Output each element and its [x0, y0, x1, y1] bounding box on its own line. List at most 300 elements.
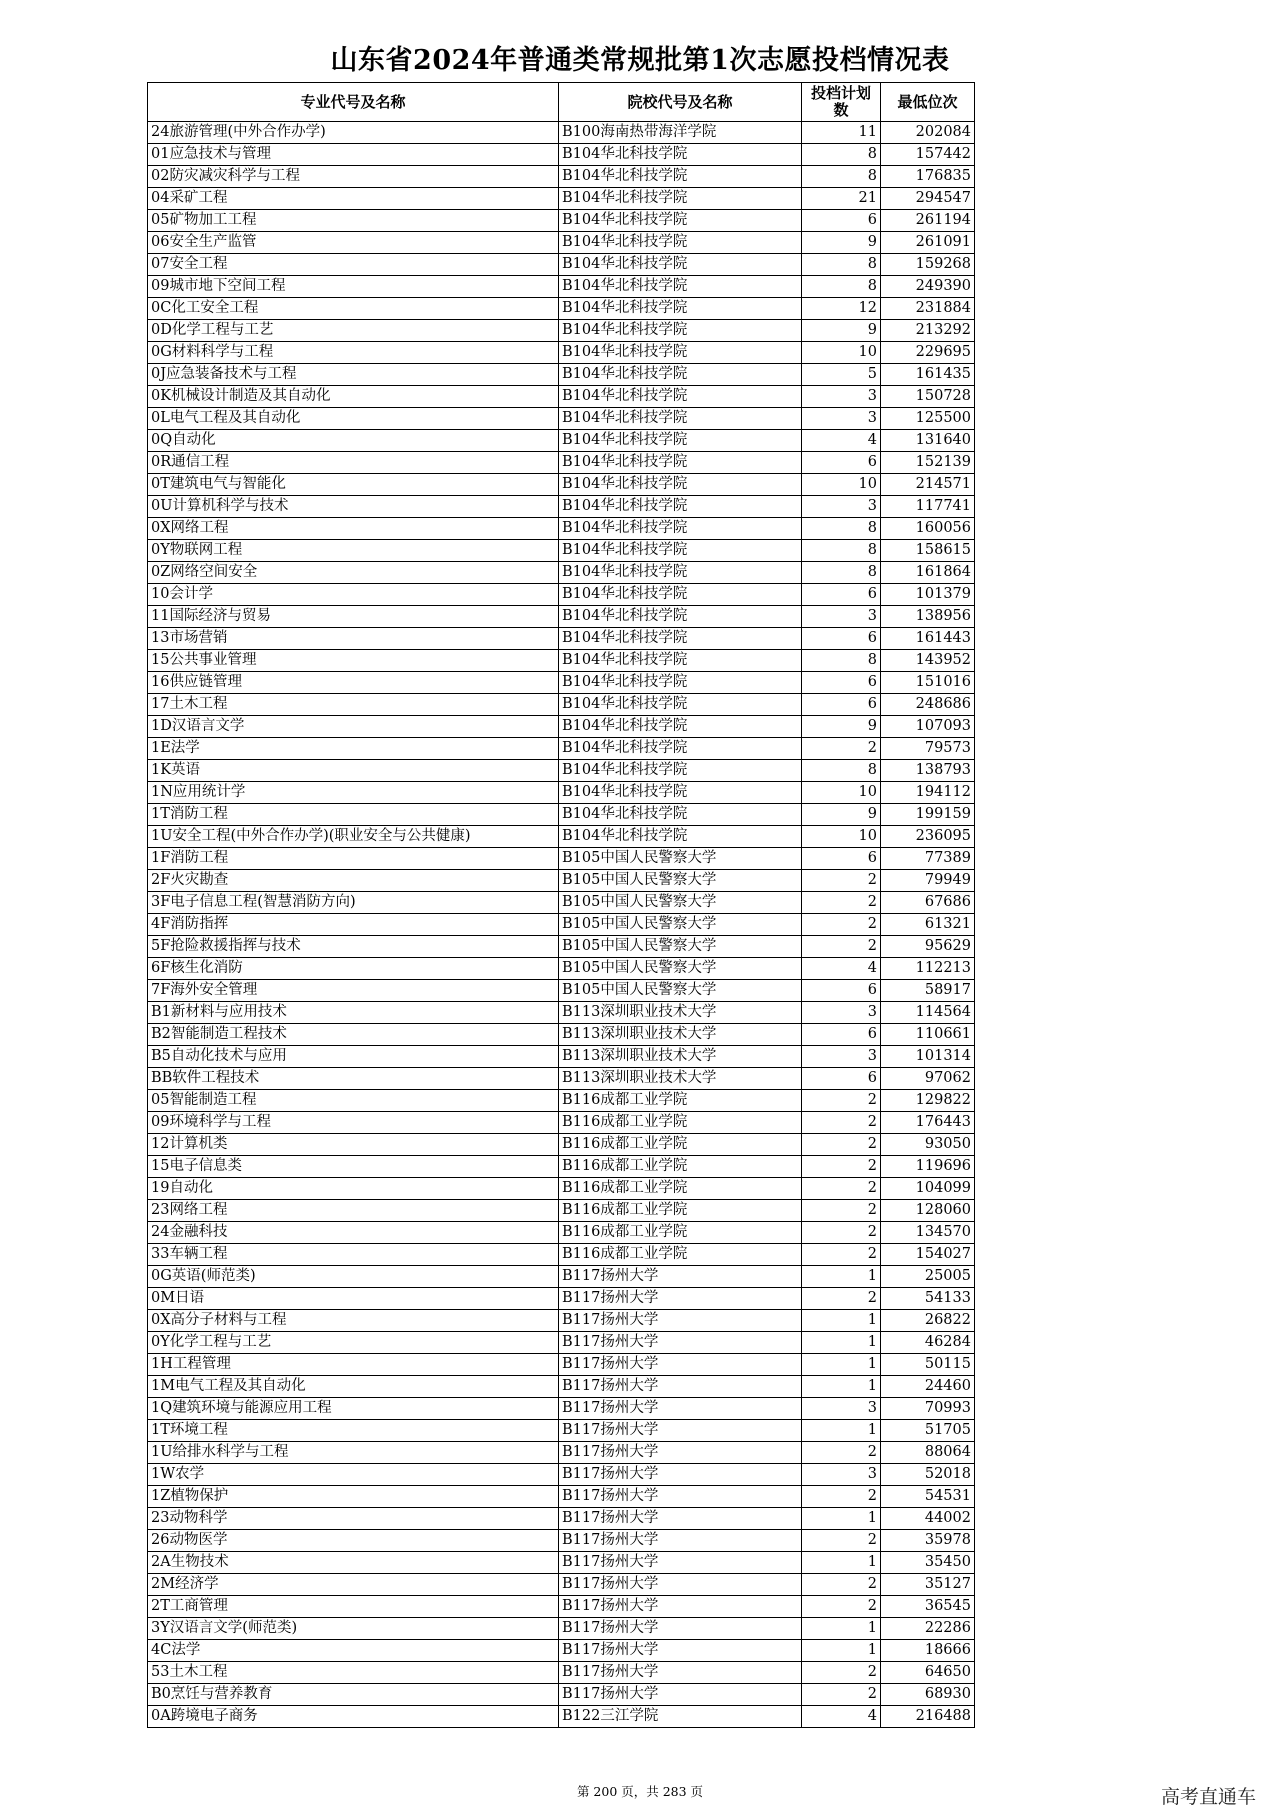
cell-plan-count: 9: [802, 232, 881, 254]
cell-plan-count: 10: [802, 342, 881, 364]
cell-plan-count: 1: [802, 1354, 881, 1376]
table-row: [148, 870, 975, 892]
cell-major: 2T工商管理: [148, 1596, 559, 1618]
table-row: [148, 540, 975, 562]
cell-major: 0X高分子材料与工程: [148, 1310, 559, 1332]
cell-school: B104华北科技学院: [559, 716, 802, 738]
table-row: [148, 1090, 975, 1112]
cell-plan-count: 2: [802, 892, 881, 914]
cell-min-rank: 70993: [881, 1398, 975, 1420]
cell-plan-count: 2: [802, 1574, 881, 1596]
cell-school: B104华北科技学院: [559, 826, 802, 848]
cell-plan-count: 12: [802, 298, 881, 320]
table-row: [148, 1332, 975, 1354]
table-row: [148, 474, 975, 496]
cell-major: 13市场营销: [148, 628, 559, 650]
table-row: [148, 1530, 975, 1552]
cell-plan-count: 10: [802, 782, 881, 804]
cell-major: 0D化学工程与工艺: [148, 320, 559, 342]
cell-major: 0Q自动化: [148, 430, 559, 452]
cell-school: B104华北科技学院: [559, 782, 802, 804]
cell-school: B117扬州大学: [559, 1464, 802, 1486]
cell-major: 0Y化学工程与工艺: [148, 1332, 559, 1354]
table-row: [148, 1662, 975, 1684]
cell-min-rank: 128060: [881, 1200, 975, 1222]
cell-min-rank: 161435: [881, 364, 975, 386]
cell-school: B104华北科技学院: [559, 166, 802, 188]
cell-major: 1N应用统计学: [148, 782, 559, 804]
table-row: [148, 892, 975, 914]
cell-major: 0T建筑电气与智能化: [148, 474, 559, 496]
cell-school: B104华北科技学院: [559, 562, 802, 584]
cell-major: 23网络工程: [148, 1200, 559, 1222]
cell-plan-count: 2: [802, 1530, 881, 1552]
cell-plan-count: 3: [802, 606, 881, 628]
cell-plan-count: 2: [802, 914, 881, 936]
cell-plan-count: 1: [802, 1332, 881, 1354]
table-row: [148, 936, 975, 958]
cell-school: B105中国人民警察大学: [559, 848, 802, 870]
table-row: [148, 210, 975, 232]
cell-min-rank: 18666: [881, 1640, 975, 1662]
cell-min-rank: 151016: [881, 672, 975, 694]
cell-major: 01应急技术与管理: [148, 144, 559, 166]
cell-school: B104华北科技学院: [559, 584, 802, 606]
cell-min-rank: 119696: [881, 1156, 975, 1178]
cell-major: 4C法学: [148, 1640, 559, 1662]
cell-school: B104华北科技学院: [559, 144, 802, 166]
cell-school: B104华北科技学院: [559, 342, 802, 364]
cell-major: B0烹饪与营养教育: [148, 1684, 559, 1706]
cell-school: B104华北科技学院: [559, 738, 802, 760]
cell-school: B116成都工业学院: [559, 1244, 802, 1266]
cell-school: B113深圳职业技术大学: [559, 1024, 802, 1046]
cell-school: B117扬州大学: [559, 1552, 802, 1574]
cell-min-rank: 248686: [881, 694, 975, 716]
cell-min-rank: 161864: [881, 562, 975, 584]
cell-plan-count: 10: [802, 826, 881, 848]
cell-school: B104华北科技学院: [559, 650, 802, 672]
cell-plan-count: 8: [802, 760, 881, 782]
cell-school: B104华北科技学院: [559, 386, 802, 408]
cell-plan-count: 4: [802, 430, 881, 452]
cell-min-rank: 107093: [881, 716, 975, 738]
cell-school: B117扬州大学: [559, 1574, 802, 1596]
cell-min-rank: 231884: [881, 298, 975, 320]
cell-min-rank: 110661: [881, 1024, 975, 1046]
cell-school: B105中国人民警察大学: [559, 936, 802, 958]
cell-major: 3F电子信息工程(智慧消防方向): [148, 892, 559, 914]
cell-major: 23动物科学: [148, 1508, 559, 1530]
cell-min-rank: 125500: [881, 408, 975, 430]
table-row: [148, 848, 975, 870]
cell-plan-count: 8: [802, 650, 881, 672]
cell-school: B100海南热带海洋学院: [559, 122, 802, 144]
cell-major: 0C化工安全工程: [148, 298, 559, 320]
cell-school: B104华北科技学院: [559, 320, 802, 342]
cell-min-rank: 25005: [881, 1266, 975, 1288]
table-row: [148, 1310, 975, 1332]
table-row: [148, 518, 975, 540]
cell-major: 24金融科技: [148, 1222, 559, 1244]
cell-plan-count: 3: [802, 386, 881, 408]
cell-min-rank: 199159: [881, 804, 975, 826]
cell-min-rank: 35978: [881, 1530, 975, 1552]
cell-major: 15公共事业管理: [148, 650, 559, 672]
cell-school: B104华北科技学院: [559, 804, 802, 826]
table-body: [148, 122, 975, 1728]
cell-min-rank: 35127: [881, 1574, 975, 1596]
cell-major: 3Y汉语言文学(师范类): [148, 1618, 559, 1640]
table-row: [148, 694, 975, 716]
cell-school: B117扬州大学: [559, 1618, 802, 1640]
table-row: [148, 914, 975, 936]
table-row: [148, 122, 975, 144]
cell-major: 10会计学: [148, 584, 559, 606]
cell-min-rank: 214571: [881, 474, 975, 496]
cell-plan-count: 1: [802, 1618, 881, 1640]
cell-major: 7F海外安全管理: [148, 980, 559, 1002]
cell-major: 0G英语(师范类): [148, 1266, 559, 1288]
cell-school: B117扬州大学: [559, 1530, 802, 1552]
cell-plan-count: 8: [802, 562, 881, 584]
table-row: [148, 342, 975, 364]
table-row: [148, 1464, 975, 1486]
cell-min-rank: 54531: [881, 1486, 975, 1508]
cell-min-rank: 158615: [881, 540, 975, 562]
table-row: [148, 562, 975, 584]
cell-school: B116成都工业学院: [559, 1200, 802, 1222]
table-row: [148, 1684, 975, 1706]
cell-plan-count: 6: [802, 628, 881, 650]
cell-plan-count: 5: [802, 364, 881, 386]
cell-major: 0U计算机科学与技术: [148, 496, 559, 518]
admission-table: [147, 82, 975, 1728]
cell-school: B104华北科技学院: [559, 408, 802, 430]
cell-major: 53土木工程: [148, 1662, 559, 1684]
cell-major: 5F抢险救援指挥与技术: [148, 936, 559, 958]
cell-school: B117扬州大学: [559, 1310, 802, 1332]
table-row: [148, 364, 975, 386]
cell-min-rank: 64650: [881, 1662, 975, 1684]
table-header-row: [148, 83, 975, 122]
cell-school: B104华北科技学院: [559, 452, 802, 474]
table-row: [148, 606, 975, 628]
cell-school: B104华北科技学院: [559, 364, 802, 386]
header-major: 专业代号及名称: [148, 83, 559, 122]
cell-min-rank: 101379: [881, 584, 975, 606]
cell-plan-count: 1: [802, 1266, 881, 1288]
cell-school: B117扬州大学: [559, 1266, 802, 1288]
cell-major: 0Y物联网工程: [148, 540, 559, 562]
cell-min-rank: 249390: [881, 276, 975, 298]
table-row: [148, 1574, 975, 1596]
cell-plan-count: 6: [802, 210, 881, 232]
cell-plan-count: 6: [802, 980, 881, 1002]
table-row: [148, 584, 975, 606]
table-row: [148, 1420, 975, 1442]
table-row: [148, 1222, 975, 1244]
cell-min-rank: 294547: [881, 188, 975, 210]
watermark: 高考直通车: [1160, 1786, 1256, 1808]
table-row: [148, 980, 975, 1002]
cell-min-rank: 104099: [881, 1178, 975, 1200]
cell-plan-count: 2: [802, 1156, 881, 1178]
cell-plan-count: 2: [802, 1442, 881, 1464]
table-row: [148, 628, 975, 650]
table-row: [148, 1552, 975, 1574]
cell-major: 0J应急装备技术与工程: [148, 364, 559, 386]
table-row: [148, 1266, 975, 1288]
cell-min-rank: 36545: [881, 1596, 975, 1618]
cell-min-rank: 131640: [881, 430, 975, 452]
cell-min-rank: 101314: [881, 1046, 975, 1068]
cell-school: B117扬州大学: [559, 1420, 802, 1442]
cell-major: 19自动化: [148, 1178, 559, 1200]
cell-school: B116成都工业学院: [559, 1134, 802, 1156]
cell-plan-count: 2: [802, 1222, 881, 1244]
cell-plan-count: 6: [802, 1024, 881, 1046]
cell-major: 1F消防工程: [148, 848, 559, 870]
cell-plan-count: 6: [802, 584, 881, 606]
cell-min-rank: 143952: [881, 650, 975, 672]
table-row: [148, 1134, 975, 1156]
cell-plan-count: 2: [802, 1134, 881, 1156]
cell-major: 0Z网络空间安全: [148, 562, 559, 584]
cell-plan-count: 1: [802, 1376, 881, 1398]
cell-school: B104华北科技学院: [559, 540, 802, 562]
table-row: [148, 1354, 975, 1376]
cell-school: B117扬州大学: [559, 1640, 802, 1662]
cell-major: 1K英语: [148, 760, 559, 782]
table-row: [148, 1596, 975, 1618]
cell-school: B116成都工业学院: [559, 1156, 802, 1178]
cell-school: B117扬州大学: [559, 1442, 802, 1464]
cell-min-rank: 68930: [881, 1684, 975, 1706]
cell-school: B105中国人民警察大学: [559, 870, 802, 892]
cell-plan-count: 6: [802, 694, 881, 716]
table-row: [148, 760, 975, 782]
cell-min-rank: 54133: [881, 1288, 975, 1310]
cell-school: B105中国人民警察大学: [559, 914, 802, 936]
cell-plan-count: 3: [802, 1002, 881, 1024]
cell-major: B1新材料与应用技术: [148, 1002, 559, 1024]
cell-min-rank: 157442: [881, 144, 975, 166]
cell-plan-count: 6: [802, 452, 881, 474]
table-row: [148, 1486, 975, 1508]
cell-min-rank: 160056: [881, 518, 975, 540]
cell-school: B117扬州大学: [559, 1354, 802, 1376]
table-row: [148, 1112, 975, 1134]
cell-major: 09城市地下空间工程: [148, 276, 559, 298]
cell-school: B104华北科技学院: [559, 760, 802, 782]
cell-plan-count: 1: [802, 1640, 881, 1662]
cell-plan-count: 2: [802, 1486, 881, 1508]
cell-major: 2M经济学: [148, 1574, 559, 1596]
cell-school: B104华北科技学院: [559, 298, 802, 320]
cell-plan-count: 2: [802, 1244, 881, 1266]
cell-plan-count: 8: [802, 518, 881, 540]
cell-min-rank: 97062: [881, 1068, 975, 1090]
cell-major: 1T环境工程: [148, 1420, 559, 1442]
cell-plan-count: 3: [802, 1464, 881, 1486]
cell-major: 1E法学: [148, 738, 559, 760]
table-row: [148, 1398, 975, 1420]
cell-plan-count: 1: [802, 1420, 881, 1442]
header-plan-count: 投档计划数: [802, 83, 881, 122]
cell-school: B104华北科技学院: [559, 518, 802, 540]
cell-min-rank: 138793: [881, 760, 975, 782]
cell-major: 1D汉语言文学: [148, 716, 559, 738]
cell-min-rank: 93050: [881, 1134, 975, 1156]
cell-min-rank: 79573: [881, 738, 975, 760]
table-row: [148, 1288, 975, 1310]
cell-min-rank: 161443: [881, 628, 975, 650]
cell-plan-count: 2: [802, 1112, 881, 1134]
cell-school: B117扬州大学: [559, 1684, 802, 1706]
cell-min-rank: 236095: [881, 826, 975, 848]
cell-school: B117扬州大学: [559, 1508, 802, 1530]
table-row: [148, 1706, 975, 1728]
table-row: [148, 1640, 975, 1662]
table-row: [148, 1618, 975, 1640]
cell-school: B116成都工业学院: [559, 1112, 802, 1134]
cell-min-rank: 176443: [881, 1112, 975, 1134]
cell-school: B116成都工业学院: [559, 1090, 802, 1112]
table-row: [148, 1200, 975, 1222]
cell-min-rank: 261194: [881, 210, 975, 232]
table-row: [148, 958, 975, 980]
table-row: [148, 166, 975, 188]
cell-min-rank: 150728: [881, 386, 975, 408]
cell-min-rank: 216488: [881, 1706, 975, 1728]
cell-plan-count: 6: [802, 848, 881, 870]
cell-plan-count: 1: [802, 1310, 881, 1332]
table-row: [148, 672, 975, 694]
cell-min-rank: 88064: [881, 1442, 975, 1464]
cell-plan-count: 2: [802, 1684, 881, 1706]
cell-plan-count: 2: [802, 1596, 881, 1618]
cell-min-rank: 134570: [881, 1222, 975, 1244]
cell-min-rank: 79949: [881, 870, 975, 892]
cell-major: 11国际经济与贸易: [148, 606, 559, 628]
cell-school: B117扬州大学: [559, 1398, 802, 1420]
cell-plan-count: 2: [802, 1178, 881, 1200]
table-row: [148, 650, 975, 672]
cell-major: 33车辆工程: [148, 1244, 559, 1266]
table-row: [148, 232, 975, 254]
cell-min-rank: 213292: [881, 320, 975, 342]
cell-major: 0X网络工程: [148, 518, 559, 540]
cell-min-rank: 51705: [881, 1420, 975, 1442]
cell-major: 12计算机类: [148, 1134, 559, 1156]
cell-major: 0A跨境电子商务: [148, 1706, 559, 1728]
table-row: [148, 1376, 975, 1398]
cell-min-rank: 52018: [881, 1464, 975, 1486]
cell-school: B104华北科技学院: [559, 606, 802, 628]
cell-plan-count: 2: [802, 870, 881, 892]
cell-min-rank: 26822: [881, 1310, 975, 1332]
table-row: [148, 1068, 975, 1090]
cell-plan-count: 1: [802, 1508, 881, 1530]
table-row: [148, 1442, 975, 1464]
cell-min-rank: 58917: [881, 980, 975, 1002]
cell-school: B117扬州大学: [559, 1332, 802, 1354]
cell-major: 2A生物技术: [148, 1552, 559, 1574]
table-row: [148, 188, 975, 210]
cell-major: BB软件工程技术: [148, 1068, 559, 1090]
cell-major: 24旅游管理(中外合作办学): [148, 122, 559, 144]
cell-min-rank: 22286: [881, 1618, 975, 1640]
cell-min-rank: 35450: [881, 1552, 975, 1574]
table-row: [148, 738, 975, 760]
cell-school: B104华北科技学院: [559, 254, 802, 276]
cell-plan-count: 3: [802, 496, 881, 518]
cell-major: B5自动化技术与应用: [148, 1046, 559, 1068]
cell-min-rank: 114564: [881, 1002, 975, 1024]
table-row: [148, 320, 975, 342]
cell-major: 0M日语: [148, 1288, 559, 1310]
cell-school: B104华北科技学院: [559, 276, 802, 298]
cell-min-rank: 152139: [881, 452, 975, 474]
cell-plan-count: 4: [802, 1706, 881, 1728]
cell-plan-count: 2: [802, 1288, 881, 1310]
cell-school: B105中国人民警察大学: [559, 958, 802, 980]
cell-school: B116成都工业学院: [559, 1222, 802, 1244]
cell-plan-count: 1: [802, 1552, 881, 1574]
table-row: [148, 1244, 975, 1266]
cell-plan-count: 8: [802, 276, 881, 298]
cell-plan-count: 9: [802, 716, 881, 738]
cell-major: 0R通信工程: [148, 452, 559, 474]
cell-major: 0L电气工程及其自动化: [148, 408, 559, 430]
table-row: [148, 254, 975, 276]
cell-plan-count: 2: [802, 1662, 881, 1684]
table-row: [148, 276, 975, 298]
table-row: [148, 804, 975, 826]
cell-major: 1T消防工程: [148, 804, 559, 826]
cell-min-rank: 50115: [881, 1354, 975, 1376]
cell-major: 26动物医学: [148, 1530, 559, 1552]
cell-plan-count: 3: [802, 408, 881, 430]
cell-school: B104华北科技学院: [559, 694, 802, 716]
cell-plan-count: 3: [802, 1398, 881, 1420]
cell-major: 05矿物加工工程: [148, 210, 559, 232]
cell-min-rank: 44002: [881, 1508, 975, 1530]
cell-plan-count: 2: [802, 1090, 881, 1112]
cell-major: 16供应链管理: [148, 672, 559, 694]
cell-school: B105中国人民警察大学: [559, 980, 802, 1002]
table-row: [148, 386, 975, 408]
cell-plan-count: 8: [802, 254, 881, 276]
cell-major: 17土木工程: [148, 694, 559, 716]
table-row: [148, 408, 975, 430]
cell-min-rank: 229695: [881, 342, 975, 364]
cell-plan-count: 21: [802, 188, 881, 210]
header-min-rank: 最低位次: [881, 83, 975, 122]
cell-major: 06安全生产监管: [148, 232, 559, 254]
cell-major: 04采矿工程: [148, 188, 559, 210]
table-row: [148, 1178, 975, 1200]
cell-major: 0K机械设计制造及其自动化: [148, 386, 559, 408]
cell-plan-count: 8: [802, 166, 881, 188]
cell-plan-count: 4: [802, 958, 881, 980]
page-title: 山东省2024年普通类常规批第1次志愿投档情况表: [330, 45, 950, 76]
cell-major: B2智能制造工程技术: [148, 1024, 559, 1046]
cell-plan-count: 8: [802, 540, 881, 562]
cell-school: B113深圳职业技术大学: [559, 1068, 802, 1090]
cell-school: B104华北科技学院: [559, 188, 802, 210]
